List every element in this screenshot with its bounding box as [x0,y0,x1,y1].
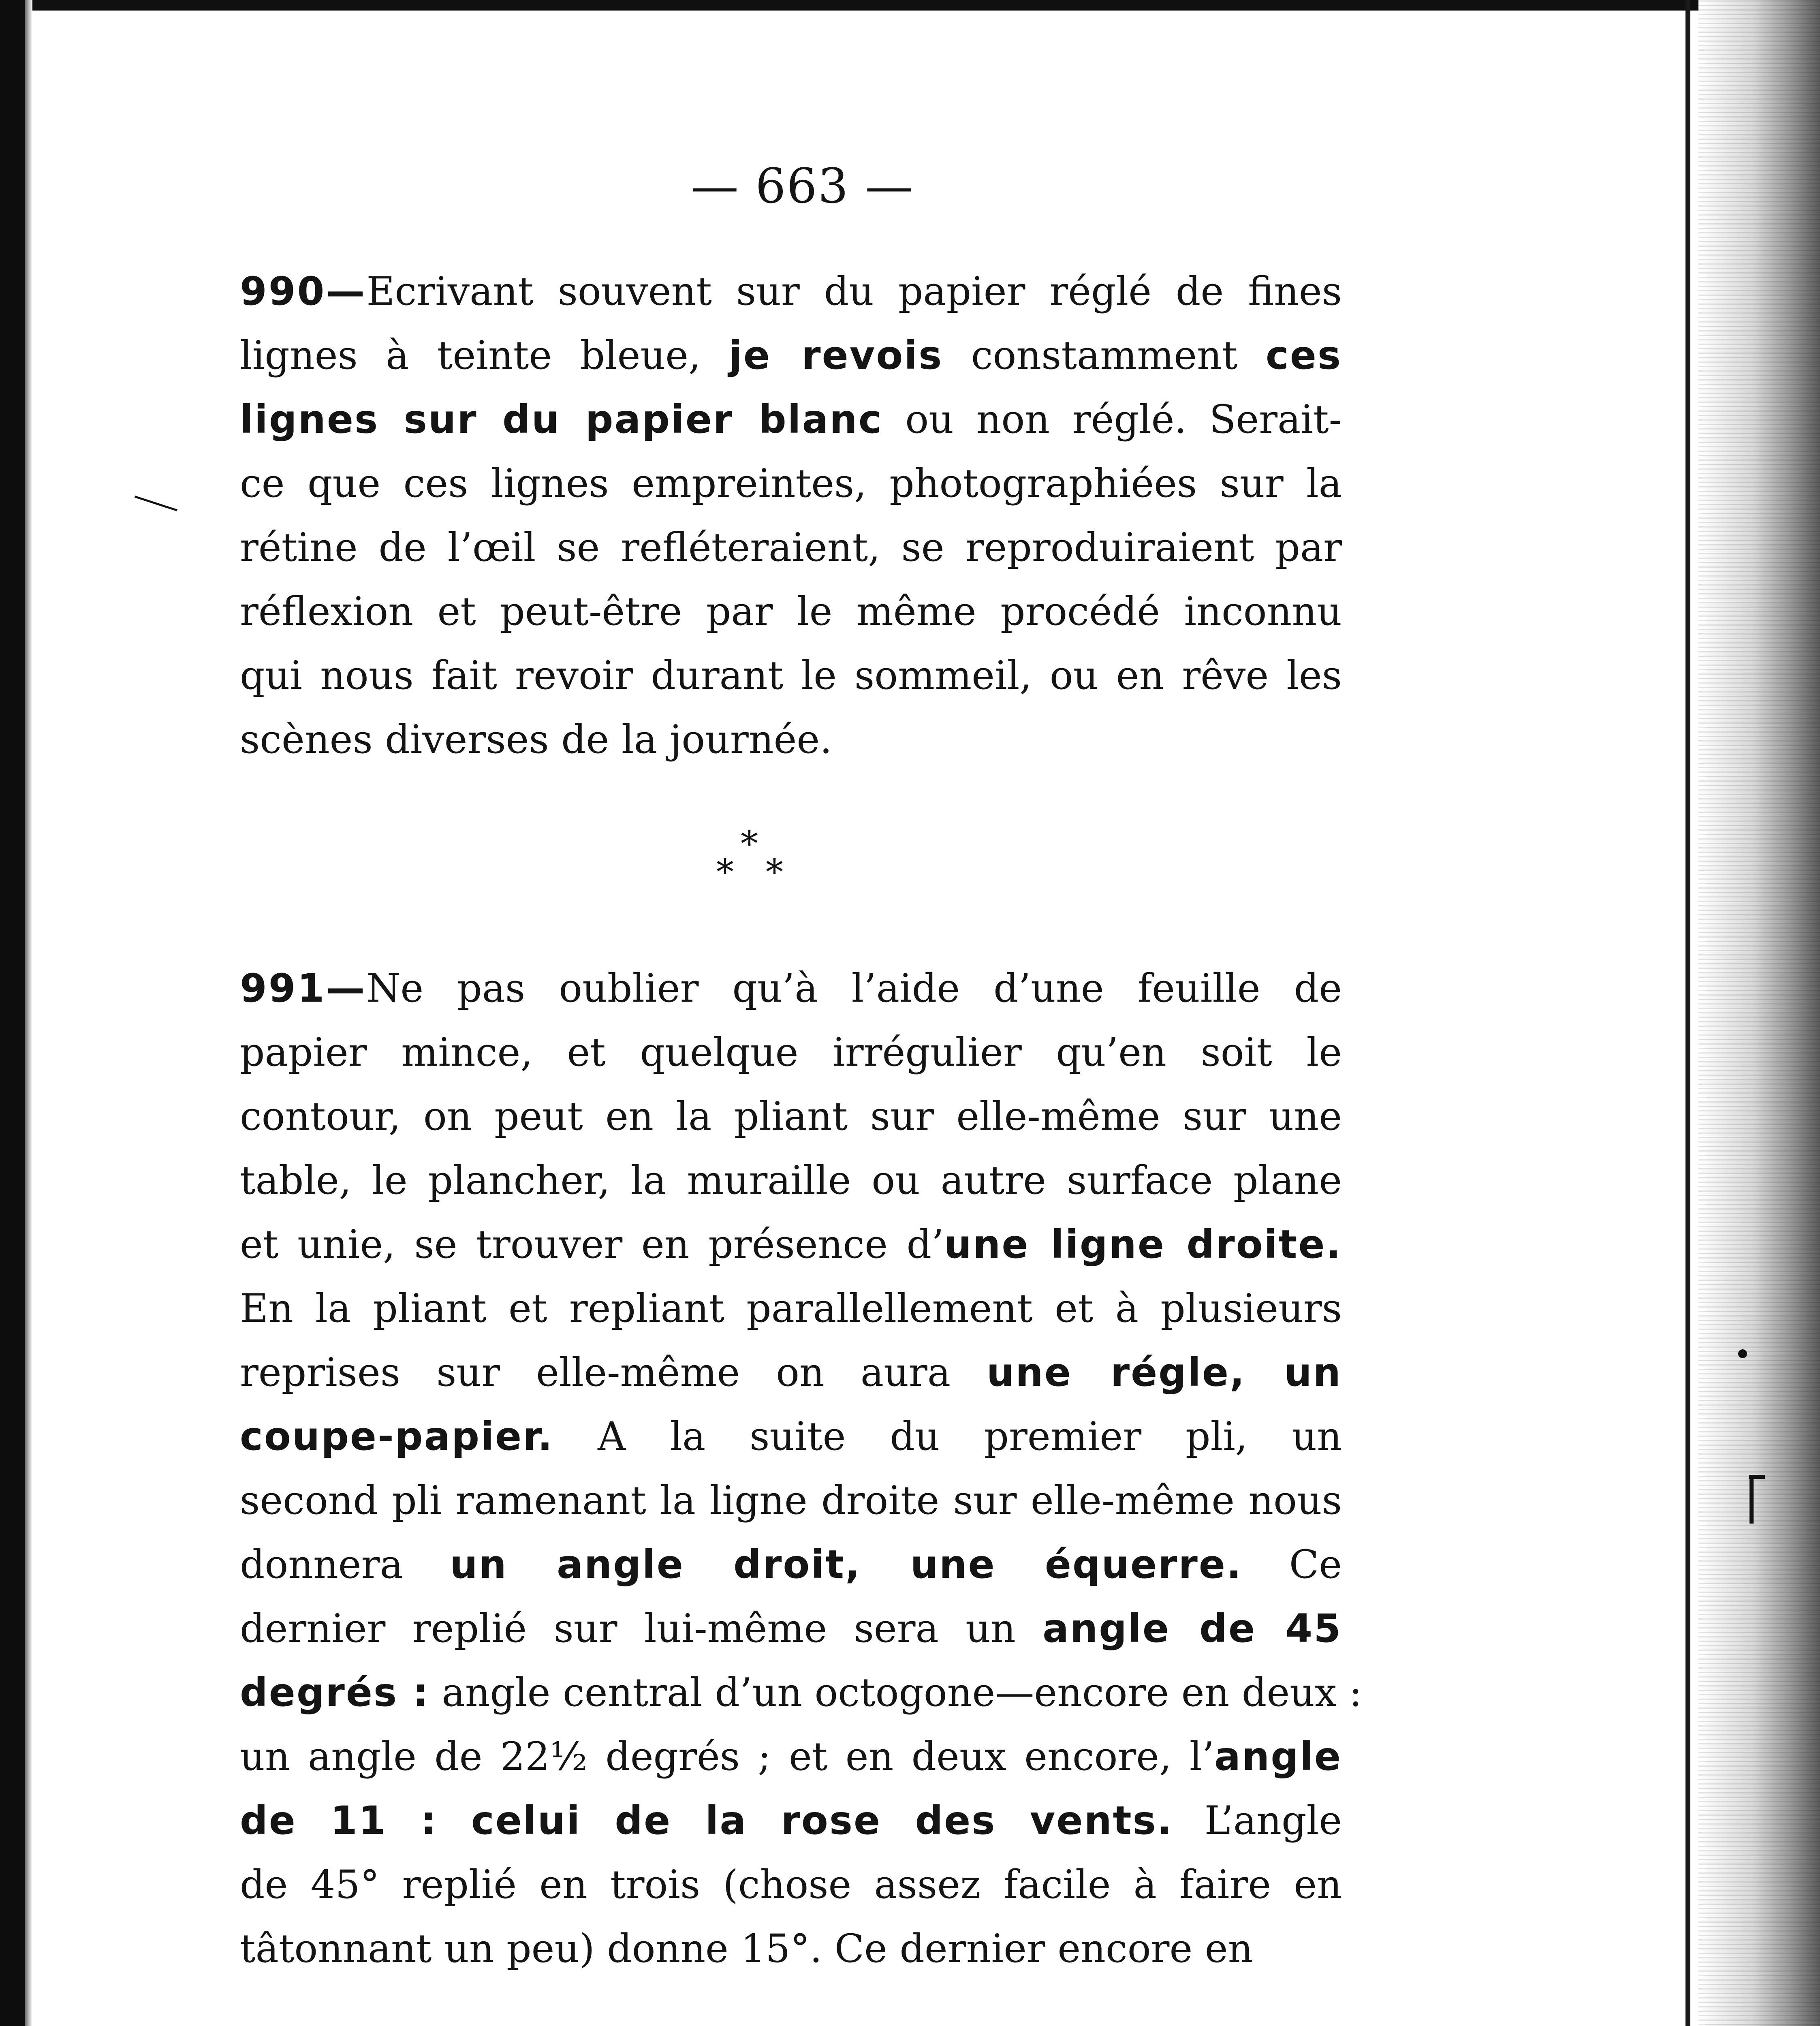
paragraph-number: 991— [240,966,367,1011]
text-run: ou non réglé. Serait- [882,397,1342,442]
text-run: rétine de l’œil se refléteraient, se reproduiraient par [240,525,1342,570]
text-line [240,1340,1342,1404]
text-run: scènes diverses de la journée. [240,717,832,762]
scan-border-right [1698,0,1820,2026]
text-run: A la suite du premier pli, un [553,1414,1342,1459]
text-line [240,1276,1342,1340]
asterisk-glyph: * [716,852,734,893]
scan-border-top [0,0,1820,11]
text-line [240,1596,1342,1661]
text-line [240,259,1342,323]
emphasized-text: coupe-papier. [240,1414,554,1459]
text-run: constamment [943,333,1266,378]
scan-speck [1749,1475,1765,1479]
text-line [240,387,1342,451]
scan-speck [135,496,177,511]
text-run: de 45° replié en trois (chose assez facile à faire en [240,1862,1342,1907]
page-edge-line [1685,0,1690,2026]
text-line [240,515,1342,579]
text-line [240,1917,1342,1981]
text-run: angle central d’un octogone—encore en deux : [429,1670,1362,1715]
text-line [240,1084,1342,1148]
text-run: donnera [240,1542,450,1587]
text-run: L’angle [1173,1798,1342,1843]
emphasized-text: une régle, un [987,1350,1342,1395]
paragraph-number: 990— [240,269,367,314]
text-run: et unie, se trouver en présence d’ [240,1222,944,1267]
text-run: Ne pas oublier qu’à l’aide d’une feuille de [366,966,1342,1011]
text-run: qui nous fait revoir durant le sommeil, ou en rêve les [240,653,1342,698]
text-run: second pli ramenant la ligne droite sur elle-même nous [240,1478,1342,1523]
scan-speck [1738,1349,1747,1358]
text-line [240,1468,1342,1532]
emphasized-text: lignes sur du papier blanc [240,397,883,442]
section-separator [705,824,810,908]
scan-border-left [0,0,25,2026]
text-line [240,1148,1342,1212]
text-run: En la pliant et repliant parallellement et à plusieurs [240,1286,1342,1331]
text-run: reprises sur elle-même on aura [240,1350,987,1395]
text-line [240,1212,1342,1276]
emphasized-text: une ligne droite. [944,1222,1342,1267]
page-number: — 663 — [690,158,914,214]
text-run: dernier replié sur lui-même sera un [240,1606,1043,1651]
text-run: réflexion et peut-être par le même procédé inconnu [240,589,1342,634]
asterisk-glyph: * [741,824,758,864]
text-line [240,1404,1342,1468]
emphasized-text: angle de 45 [1042,1606,1342,1651]
emphasized-text: angle [1214,1734,1342,1779]
text-run: ce que ces lignes empreintes, photographiées sur la [240,461,1342,506]
emphasized-text: ces [1265,333,1342,378]
text-line [240,1661,1362,1725]
text-line [240,451,1342,515]
text-line [240,707,1342,772]
text-line [240,643,1342,707]
text-line [240,579,1342,643]
text-line [240,1020,1342,1084]
text-run: lignes à teinte bleue, [240,333,729,378]
text-line [240,1789,1342,1853]
paragraph-990 [240,259,1342,772]
asterisk-glyph: * [766,852,783,893]
text-run: papier mince, et quelque irrégulier qu’en soit le [240,1030,1342,1075]
scan-border-shadow [25,0,32,2026]
text-line [240,323,1342,387]
text-line [240,956,1342,1020]
text-run: Ecrivant souvent sur du papier réglé de fines [366,269,1342,314]
scan-speck [1750,1475,1754,1524]
emphasized-text: de 11 : celui de la rose des vents. [240,1798,1173,1843]
emphasized-text: un angle droit, une équerre. [450,1542,1243,1587]
text-run: un angle de 22½ degrés ; et en deux encore, l’ [240,1734,1215,1779]
text-line [240,1532,1342,1596]
paragraph-991 [240,956,1362,1981]
text-run: contour, on peut en la pliant sur elle-même sur une [240,1094,1342,1139]
text-line [240,1853,1342,1917]
emphasized-text: je revois [728,333,943,378]
text-run: Ce [1242,1542,1342,1587]
text-run: table, le plancher, la muraille ou autre surface plane [240,1158,1342,1203]
emphasized-text: degrés : [240,1670,429,1715]
text-run: tâtonnant un peu) donne 15°. Ce dernier encore en [240,1926,1253,1971]
text-line [240,1725,1342,1789]
